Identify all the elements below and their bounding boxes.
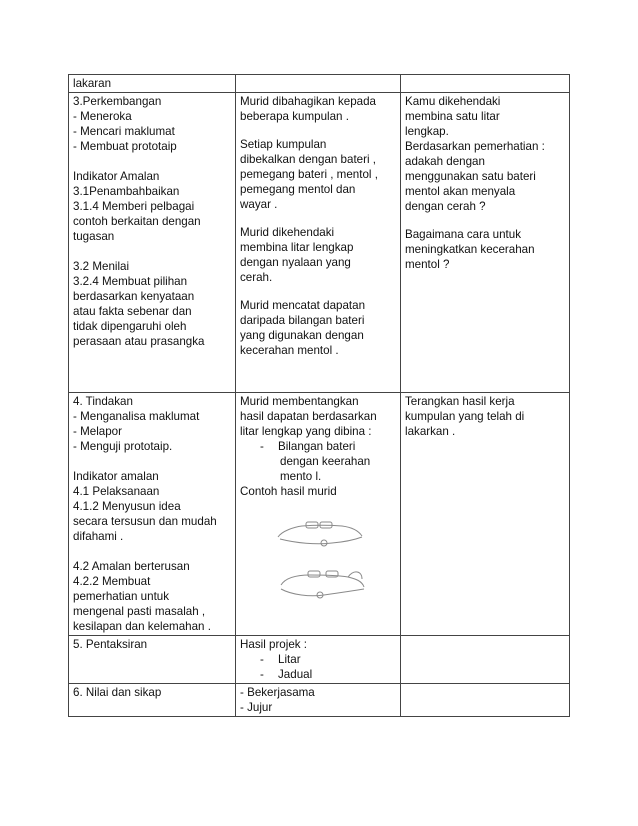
cell-line: cerah.	[240, 271, 273, 284]
cell-line: dengan cerah ?	[405, 200, 486, 213]
step-cell	[69, 393, 236, 636]
step-cell	[69, 684, 236, 717]
cell-line: tugasan	[73, 230, 115, 243]
cell-line: 3.1Penambahbaikan	[73, 185, 180, 198]
activity-cell	[236, 75, 401, 93]
cell-line: lakaran	[73, 77, 112, 90]
cell-line: 4.2.2 Membuat	[73, 575, 151, 588]
cell-line: 5. Pentaksiran	[73, 638, 148, 651]
cell-line: 6. Nilai dan sikap	[73, 686, 162, 699]
cell-line: adakah dengan	[405, 155, 485, 168]
bullet-item	[240, 439, 396, 454]
table-row	[69, 93, 570, 393]
cell-line: Bagaimana cara untuk	[405, 228, 522, 241]
cell-line: pemegang bateri , mentol ,	[240, 168, 378, 181]
cell-line: - Mencari maklumat	[73, 125, 175, 138]
bullet-text: Jadual	[278, 668, 313, 681]
cell-line: meningkatkan kecerahan	[405, 243, 535, 256]
cell-line: Murid membentangkan	[240, 395, 359, 408]
cell-line: dengan nyalaan yang	[240, 256, 351, 269]
cell-line: perasaan atau prasangka	[73, 335, 205, 348]
cell-line: - Melapor	[73, 425, 122, 438]
bullet-item	[240, 667, 396, 682]
cell-line: 4.2 Amalan berterusan	[73, 560, 190, 573]
cell-line: Kamu dikehendaki	[405, 95, 501, 108]
dash-marker: -	[260, 668, 264, 681]
cell-line: lengkap.	[405, 125, 449, 138]
table-row	[69, 684, 570, 717]
table-row	[69, 75, 570, 93]
cell-line: 3.2.4 Membuat pilihan	[73, 275, 188, 288]
cell-line: wayar .	[240, 198, 278, 211]
cell-line: - Menguji prototaip.	[73, 440, 173, 453]
cell-line: tidak dipengaruhi oleh	[73, 320, 187, 333]
cell-gap	[240, 285, 396, 298]
circuit-sketch-image	[276, 509, 366, 609]
cell-line: membina satu litar	[405, 110, 500, 123]
cell-line: dengan keerahan	[280, 455, 371, 468]
step-cell	[69, 75, 236, 93]
cell-line: - Jujur	[240, 701, 273, 714]
cell-line: Terangkan hasil kerja	[405, 395, 515, 408]
cell-line: difahami .	[73, 530, 124, 543]
cell-line: 3.1.4 Memberi pelbagai	[73, 200, 195, 213]
cell-line: 3.2 Menilai	[73, 260, 130, 273]
cell-gap	[240, 212, 396, 225]
cell-line: pemegang mentol dan	[240, 183, 356, 196]
cell-line: daripada bilangan bateri	[240, 314, 365, 327]
cell-line: mengenal pasti masalah ,	[73, 605, 206, 618]
cell-line: 4.1.2 Menyusun idea	[73, 500, 181, 513]
cell-gap	[240, 124, 396, 137]
cell-line: 4.1 Pelaksanaan	[73, 485, 160, 498]
cell-line: Murid dibahagikan kepada	[240, 95, 377, 108]
cell-line: menggunakan satu bateri	[405, 170, 536, 183]
note-cell	[401, 636, 570, 684]
cell-line: berdasarkan kenyataan	[73, 290, 195, 303]
dash-marker: -	[260, 653, 264, 666]
note-cell	[401, 684, 570, 717]
cell-line: kesilapan dan kelemahan .	[73, 620, 211, 633]
cell-line: yang digunakan dengan	[240, 329, 364, 342]
cell-line: Indikator Amalan	[73, 170, 160, 183]
cell-line	[73, 544, 231, 559]
cell-line: Hasil projek :	[240, 638, 308, 651]
cell-line: mentol akan menyala	[405, 185, 516, 198]
activity-cell	[236, 393, 401, 636]
bullet-text: Bilangan bateri	[278, 440, 356, 453]
step-cell	[69, 636, 236, 684]
activity-cell	[236, 684, 401, 717]
cell-line	[73, 244, 231, 259]
cell-line: atau fakta sebenar dan	[73, 305, 192, 318]
note-cell	[401, 75, 570, 93]
cell-line: dibekalkan dengan bateri ,	[240, 153, 377, 166]
note-cell	[401, 393, 570, 636]
cell-line: Setiap kumpulan	[240, 138, 327, 151]
table-row	[69, 636, 570, 684]
dash-marker: -	[260, 440, 264, 453]
cell-line: Indikator amalan	[73, 470, 159, 483]
cell-line: secara tersusun dan mudah	[73, 515, 217, 528]
cell-line: mento l.	[280, 470, 322, 483]
cell-line: 3.Perkembangan	[73, 95, 162, 108]
cell-line: 4. Tindakan	[73, 395, 133, 408]
cell-line: pemerhatian untuk	[73, 590, 170, 603]
bullet-text: Litar	[278, 653, 301, 666]
table-row	[69, 393, 570, 636]
cell-line: beberapa kumpulan .	[240, 110, 349, 123]
cell-line: mentol ?	[405, 258, 450, 271]
cell-line: contoh berkaitan dengan	[73, 215, 201, 228]
cell-line: - Bekerjasama	[240, 686, 315, 699]
cell-line: - Meneroka	[73, 110, 132, 123]
cell-line	[73, 454, 231, 469]
cell-line: lakarkan .	[405, 425, 456, 438]
lesson-plan-table	[68, 74, 570, 717]
bullet-item	[240, 652, 396, 667]
cell-line: hasil dapatan berdasarkan	[240, 410, 377, 423]
cell-line: kecerahan mentol .	[240, 344, 339, 357]
activity-cell	[236, 93, 401, 393]
activity-cell	[236, 636, 401, 684]
cell-line: Berdasarkan pemerhatian :	[405, 140, 545, 153]
cell-gap	[405, 214, 565, 227]
cell-line: litar lengkap yang dibina :	[240, 425, 372, 438]
cell-line: kumpulan yang telah di	[405, 410, 525, 423]
cell-line: Murid dikehendaki	[240, 226, 335, 239]
cell-line: - Membuat prototaip	[73, 140, 177, 153]
note-cell	[401, 93, 570, 393]
cell-line: membina litar lengkap	[240, 241, 354, 254]
cell-line: - Menganalisa maklumat	[73, 410, 200, 423]
step-cell	[69, 93, 236, 393]
cell-line: Murid mencatat dapatan	[240, 299, 366, 312]
cell-line: Contoh hasil murid	[240, 485, 337, 498]
cell-line	[73, 154, 231, 169]
